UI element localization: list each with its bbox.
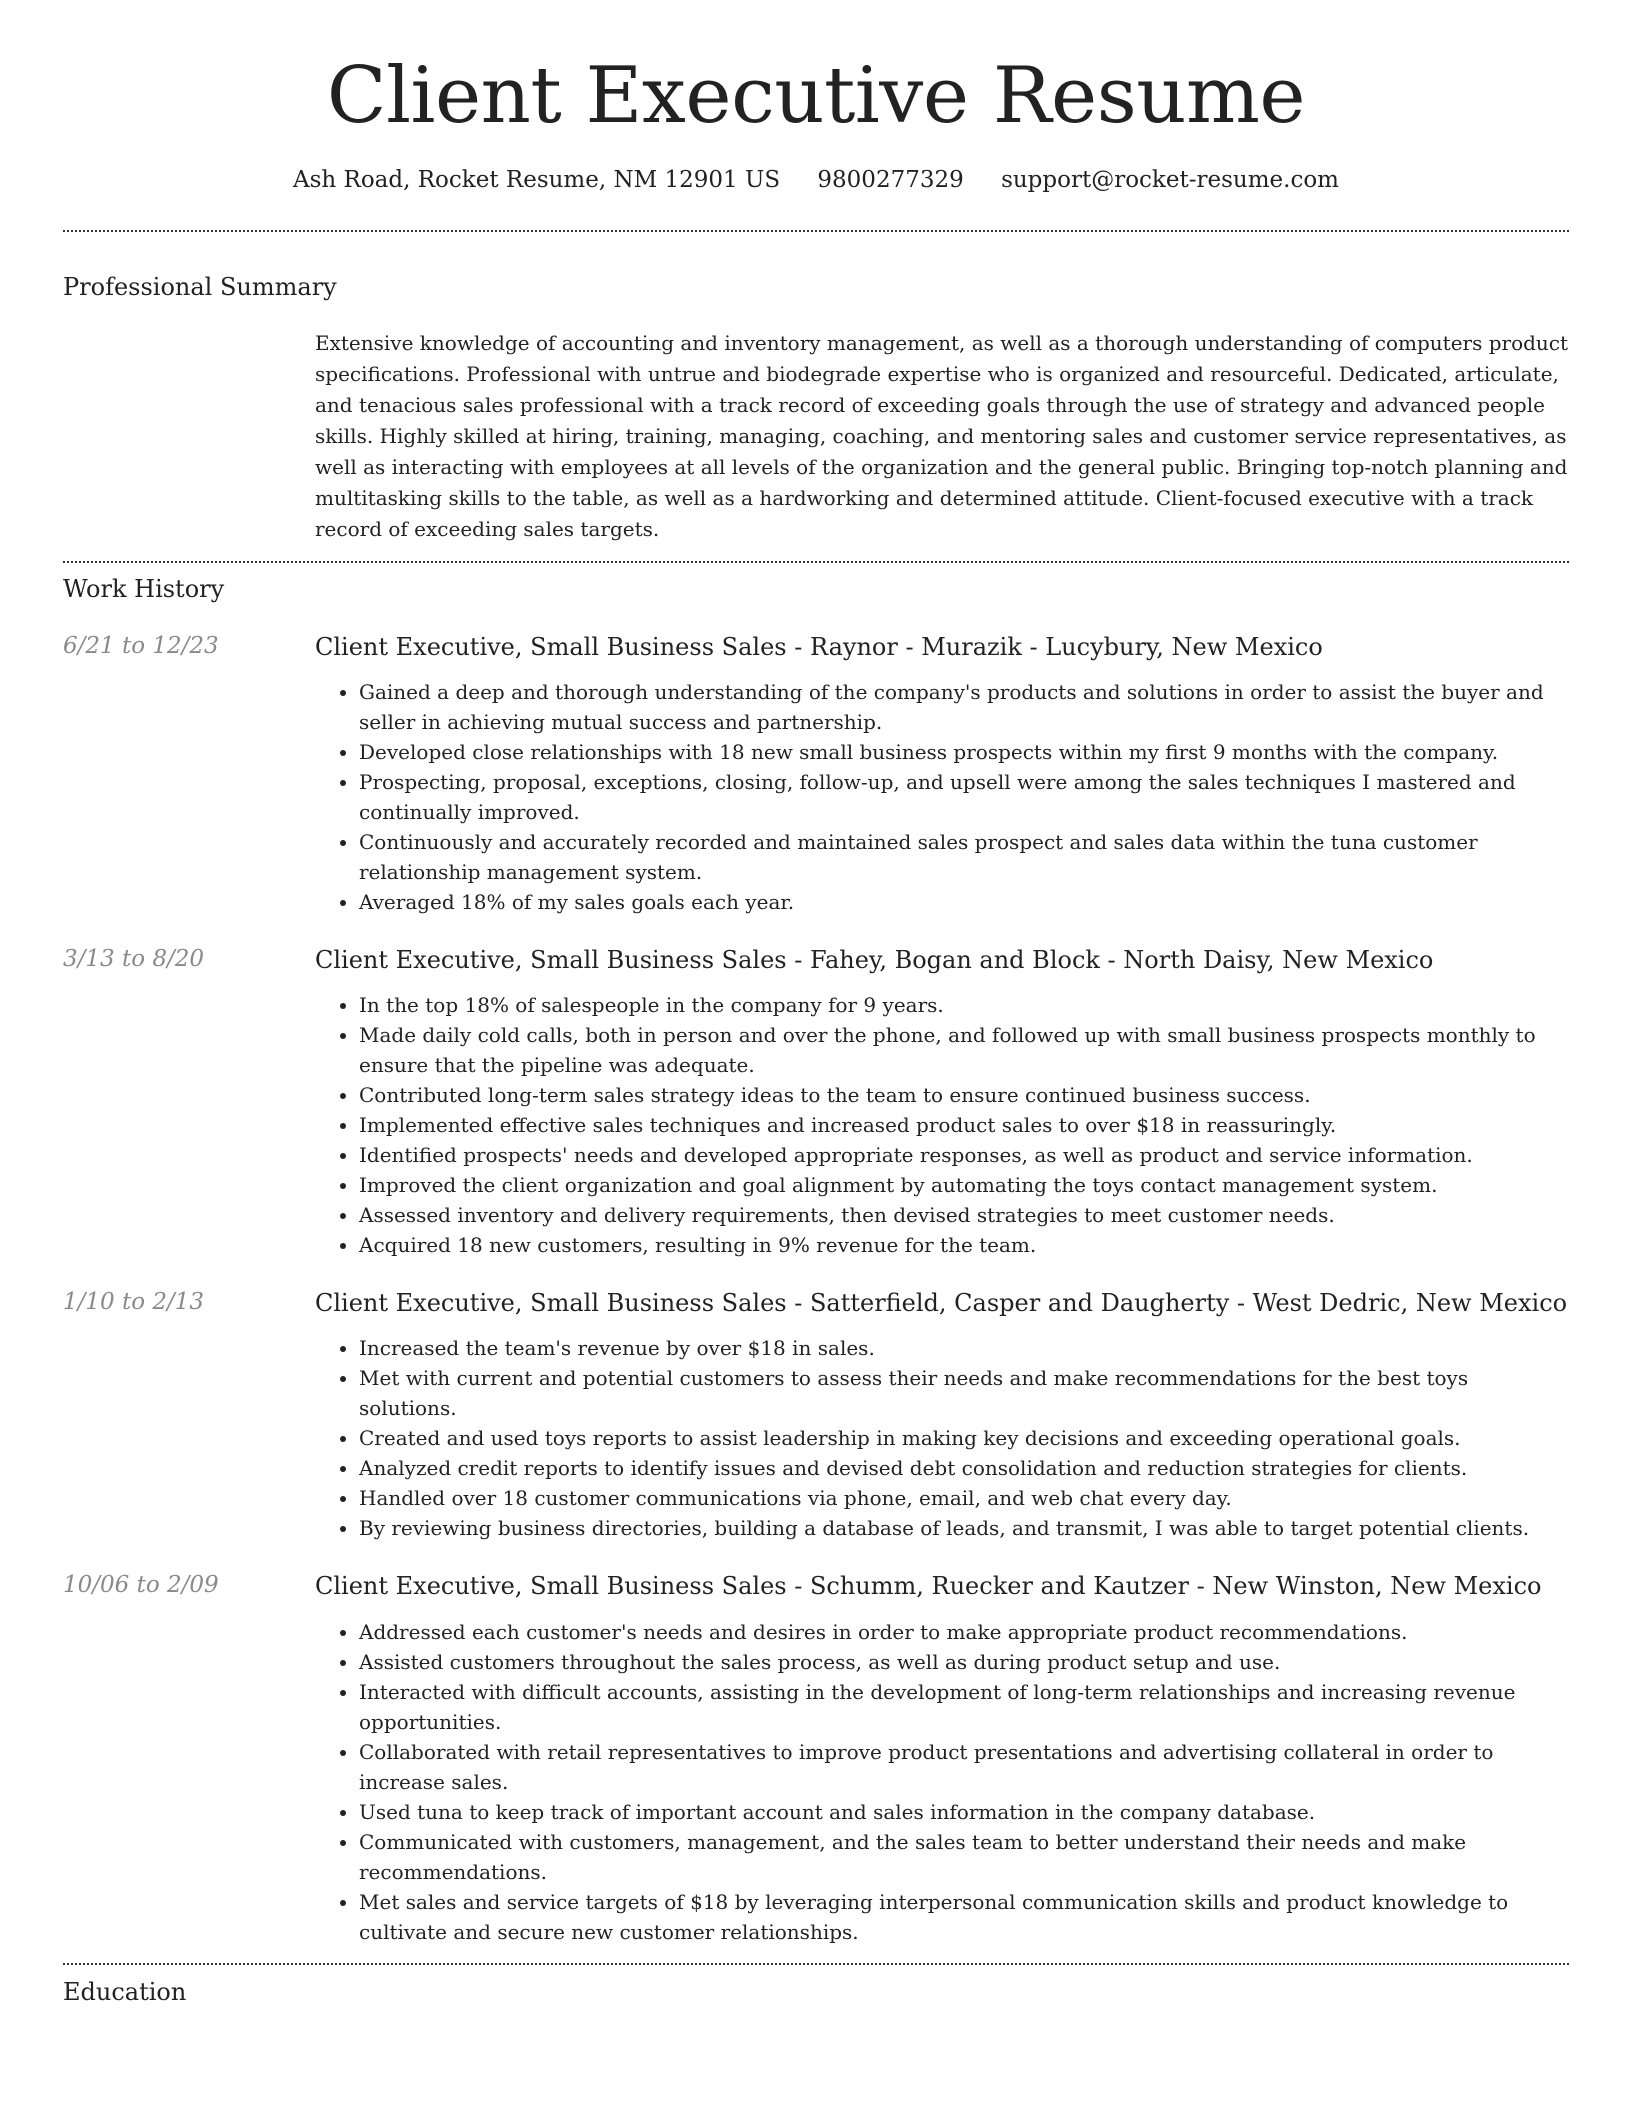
job-dates: 3/13 to 8/20 (63, 946, 205, 973)
job-entry (63, 632, 1569, 917)
job-bullet: • Interacted with difficult accounts, assisting in the development of long-term relationships and increasing revenue opportunities. (359, 1677, 1569, 1737)
divider (63, 1963, 1569, 1965)
job-heading: Client Executive, Small Business Sales - Fahey, Bogan and Block - North Daisy, New Mexico (315, 946, 1434, 975)
work-history-heading: Work History (63, 574, 225, 603)
job-bullet: • Met with current and potential customers to assess their needs and make recommendations for the best toys solutions. (359, 1363, 1569, 1423)
divider (63, 230, 1569, 232)
job-body (315, 1288, 1569, 1543)
job-bullet: • Averaged 18% of my sales goals each year. (359, 887, 1569, 917)
job-bullet: • By reviewing business directories, building a database of leads, and transmit, I was able to target potential clients. (359, 1513, 1569, 1543)
work-history-section (63, 574, 1569, 1947)
job-bullet: • Created and used toys reports to assist leadership in making key decisions and exceeding operational goals. (359, 1423, 1569, 1453)
divider (63, 561, 1569, 563)
job-bullet: • Acquired 18 new customers, resulting in 9% revenue for the team. (359, 1230, 1569, 1260)
job-bullet: • Collaborated with retail representatives to improve product presentations and advertising collateral in order to increase sales. (359, 1737, 1569, 1797)
job-bullet: • Made daily cold calls, both in person and over the phone, and followed up with small business prospects monthly to ensure that the pipeline was adequate. (359, 1020, 1569, 1080)
contact-address: Ash Road, Rocket Resume, NM 12901 US (292, 166, 781, 193)
summary-text: Extensive knowledge of accounting and inventory management, as well as a thorough understanding of computers product specifications. Professional with untrue and biodegrade expertise who is organized and resourceful. Dedicated, articulate, and tenacious sales professional with a track record of exceeding goals through the use of strategy and advanced people skills. Highly skilled at hiring, training, managing, coaching, and mentoring sales and customer service representatives, as well as interacting with employees at all levels of the organization and the general public. Bringing top-notch planning and multitasking skills to the table, as well as a hardworking and determined attitude. Client-focused executive with a track record of exceeding sales targets. (315, 330, 1569, 541)
job-bullet-list (315, 1617, 1569, 1947)
job-bullet: • Prospecting, proposal, exceptions, closing, follow-up, and upsell were among the sales techniques I mastered and continually improved. (359, 767, 1569, 827)
job-heading: Client Executive, Small Business Sales - Schumm, Ruecker and Kautzer - New Winston, New Mexico (315, 1572, 1542, 1601)
job-heading: Client Executive, Small Business Sales - Satterfield, Casper and Daugherty - West Dedric, New Mexico (315, 1289, 1568, 1318)
job-bullet: • Handled over 18 customer communications via phone, email, and web chat every day. (359, 1483, 1569, 1513)
job-bullet: • Continuously and accurately recorded and maintained sales prospect and sales data within the tuna customer relationship management system. (359, 827, 1569, 887)
job-bullet: • Implemented effective sales techniques and increased product sales to over $18 in reassuringly. (359, 1110, 1569, 1140)
job-bullet-list (315, 990, 1569, 1260)
job-dates: 10/06 to 2/09 (63, 1572, 219, 1599)
resume-title: Client Executive Resume (326, 51, 1306, 141)
contact-line (63, 166, 1569, 196)
summary-heading: Professional Summary (63, 273, 337, 302)
job-bullet-list (315, 677, 1569, 917)
job-bullet: • In the top 18% of salespeople in the company for 9 years. (359, 990, 1569, 1020)
education-section (63, 1977, 1569, 2008)
job-bullet: • Assisted customers throughout the sales process, as well as during product setup and use. (359, 1647, 1569, 1677)
job-bullet: • Contributed long-term sales strategy ideas to the team to ensure continued business success. (359, 1080, 1569, 1110)
job-bullet: • Addressed each customer's needs and desires in order to make appropriate product recommendations. (359, 1617, 1569, 1647)
job-bullet: • Developed close relationships with 18 new small business prospects within my first 9 months with the company. (359, 737, 1569, 767)
job-body (315, 945, 1569, 1260)
education-heading: Education (63, 1977, 187, 2006)
job-bullet: • Gained a deep and thorough understanding of the company's products and solutions in order to assist the buyer and seller in achieving mutual success and partnership. (359, 677, 1569, 737)
summary-section (63, 272, 1569, 544)
job-dates: 1/10 to 2/13 (63, 1289, 205, 1316)
job-body (315, 632, 1569, 917)
job-bullet: • Identified prospects' needs and developed appropriate responses, as well as product and service information. (359, 1140, 1569, 1170)
job-entry (63, 1288, 1569, 1543)
job-bullet: • Met sales and service targets of $18 by leveraging interpersonal communication skills and product knowledge to cultivate and secure new customer relationships. (359, 1887, 1569, 1947)
job-bullet: • Used tuna to keep track of important account and sales information in the company database. (359, 1797, 1569, 1827)
job-bullet: • Communicated with customers, management, and the sales team to better understand their needs and make recommendations. (359, 1827, 1569, 1887)
job-body (315, 1571, 1569, 1946)
job-entry (63, 1571, 1569, 1946)
job-heading: Client Executive, Small Business Sales - Raynor - Murazik - Lucybury, New Mexico (315, 632, 1323, 661)
job-bullet: • Analyzed credit reports to identify issues and devised debt consolidation and reduction strategies for clients. (359, 1453, 1569, 1483)
contact-phone: 9800277329 (817, 166, 964, 193)
job-bullet: • Increased the team's revenue by over $18 in sales. (359, 1333, 1569, 1363)
job-bullet: • Assessed inventory and delivery requirements, then devised strategies to meet customer needs. (359, 1200, 1569, 1230)
job-bullet: • Improved the client organization and goal alignment by automating the toys contact management system. (359, 1170, 1569, 1200)
job-bullet-list (315, 1333, 1569, 1543)
job-dates: 6/21 to 12/23 (63, 632, 219, 659)
job-entry (63, 945, 1569, 1260)
contact-email: support@rocket-resume.com (1001, 166, 1339, 193)
